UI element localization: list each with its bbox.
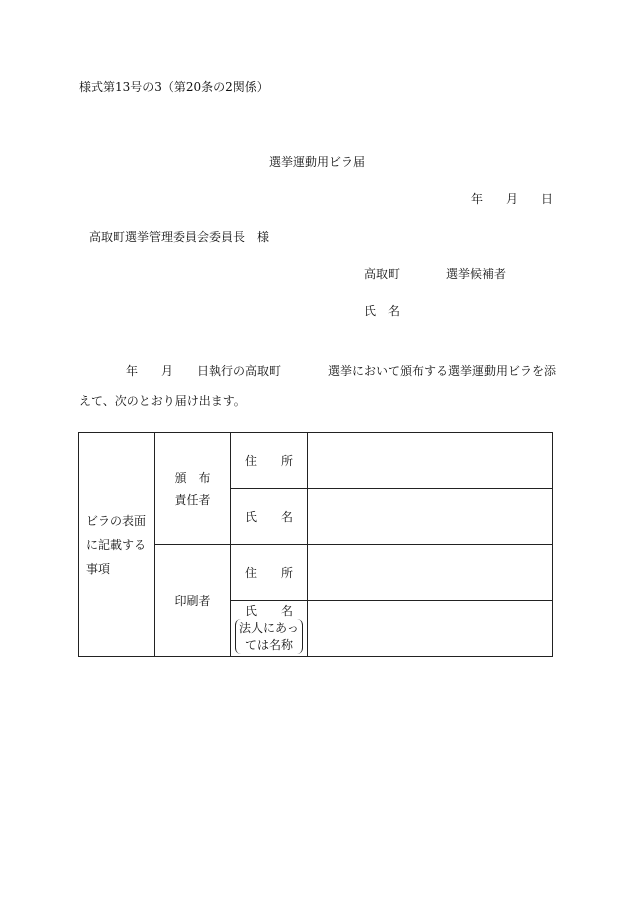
corporation-note xyxy=(235,619,303,653)
distributor-cell xyxy=(155,433,231,545)
date-year: 年 xyxy=(471,192,484,206)
row-header-line3: 事項 xyxy=(86,561,111,576)
flyer-details-table xyxy=(78,432,553,657)
printer-address-field[interactable] xyxy=(308,545,553,601)
distributor-address-label: 住 所 xyxy=(231,433,308,489)
printer-name-label: 氏 名 xyxy=(244,604,293,619)
page-title: 選挙運動用ビラ届 xyxy=(269,155,366,169)
row-header-cell xyxy=(79,433,155,657)
printer-address-label: 住 所 xyxy=(231,545,308,601)
applicant-role: 選挙候補者 xyxy=(446,267,507,281)
body-month: 月 xyxy=(161,364,174,378)
date-month: 月 xyxy=(506,192,519,206)
distributor-line1: 頒 布 xyxy=(174,470,211,485)
corporation-note-line2: ては名称 xyxy=(244,637,293,652)
row-header-line1: ビラの表面 xyxy=(86,513,147,528)
corporation-note-line1: 法人にあっ xyxy=(239,621,299,636)
distributor-line2: 責任者 xyxy=(174,492,211,507)
form-number: 様式第13号の3（第20条の2関係） xyxy=(79,80,269,94)
date-day: 日 xyxy=(541,192,554,206)
printer-name-label-cell xyxy=(231,601,308,657)
body-year: 年 xyxy=(126,364,139,378)
applicant-name-label: 氏 名 xyxy=(364,304,401,318)
printer-name-field[interactable] xyxy=(308,601,553,657)
distributor-name-label: 氏 名 xyxy=(231,489,308,545)
distributor-name-field[interactable] xyxy=(308,489,553,545)
applicant-town: 高取町 xyxy=(364,267,401,281)
row-header-line2: に記載する xyxy=(86,537,147,552)
body-text-2: 選挙において頒布する選挙運動用ビラを添 xyxy=(328,364,557,378)
body-text-3: えて、次のとおり届け出ます。 xyxy=(79,394,246,408)
printer-cell: 印刷者 xyxy=(155,545,231,657)
body-text-1: 日執行の高取町 xyxy=(197,364,282,378)
addressee: 高取町選挙管理委員会委員長 様 xyxy=(89,230,270,244)
distributor-address-field[interactable] xyxy=(308,433,553,489)
